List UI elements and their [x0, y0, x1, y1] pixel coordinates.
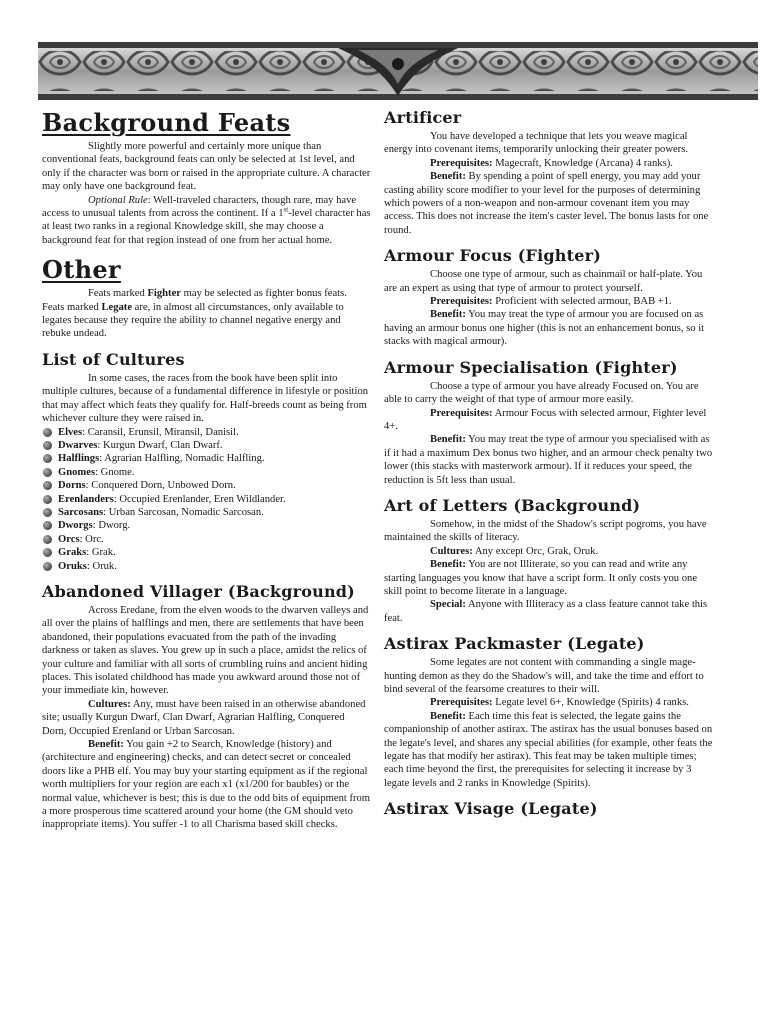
cultures-intro: In some cases, the races from the book have been split into multiple cultures, because of a fundamental difference in lifestyle or position that may affect which feats they qualify for. Half-breeds count as being from whichever culture they were raised in. — [42, 372, 369, 425]
letters-benefit: Benefit: You are not Illiterate, so you can read and write any starting languages you know that have a script form. It only costs you one skill point to become literate in a language. — [384, 559, 698, 597]
list-item: Sarcosans: Urban Sarcosan, Nomadic Sarcosan. — [42, 506, 371, 519]
villager-cultures: Cultures: Any, must have been raised in an otherwise abandoned site; usually Kurgun Dwarf, Clan Dwarf, Agrarian Halfling, Conquered Dorn, Occupied Erenland or Urban Sarcosan. — [42, 698, 366, 737]
list-item: Oruks: Oruk. — [42, 560, 371, 573]
heading-astirax-packmaster: Astirax Packmaster (Legate) — [384, 634, 645, 654]
right-column — [384, 108, 714, 821]
armour-spec-prerequisites: Prerequisites: Armour Focus with selected armour, Fighter level 4+. — [384, 407, 707, 432]
armour-spec-description: Choose a type of armour you have already Focused on. You are able to carry the weight of that type of armour more easily. — [384, 380, 699, 406]
heading-abandoned-villager: Abandoned Villager (Background) — [42, 581, 355, 601]
letters-special: Special: Anyone with Illiteracy as a class feature cannot take this feat. — [384, 599, 708, 624]
heading-astirax-visage: Astirax Visage (Legate) — [384, 799, 598, 819]
page-title: Background Feats — [42, 108, 291, 137]
bullet-icon — [43, 562, 52, 571]
other-paragraph: Feats marked Fighter may be selected as fighter bonus feats. Feats marked Legate are, in almost all circumstances, only available to legates because they require the ability to channel negative energy and rebuke undead. — [42, 288, 347, 340]
section-title-other: Other — [42, 255, 121, 285]
bullet-icon — [43, 481, 52, 490]
heading-armour-specialisation: Armour Specialisation (Fighter) — [384, 357, 678, 377]
list-item: Elves: Caransil, Erunsil, Miransil, Danisil. — [42, 426, 371, 439]
armour-focus-description: Choose one type of armour, such as chainmail or half-plate. You are an expert as using that type of armour to protect yourself. — [384, 269, 703, 294]
list-item: Halflings: Agrarian Halfling, Nomadic Halfling. — [42, 452, 371, 465]
list-item: Orcs: Orc. — [42, 533, 371, 546]
packmaster-benefit: Benefit: Each time this feat is selected, the legate gains the companionship of another astirax. The astirax has the usual bonuses based on the legate's level, and shares any special abilities (for example, other feats the legate has that modify her astirax). This feat may be taken multiple times; each time beyond the first, the prerequisites for selecting it increase by 3 legate levels and 2 ranks in Knowledge (Spirits). — [384, 710, 713, 789]
cultures-list — [42, 426, 371, 573]
bullet-icon — [43, 508, 52, 517]
armour-focus-benefit: Benefit: You may treat the type of armour you are focused on as having an armour bonus one higher (this is not an enhancement bonus, so it stacks with magical armour). — [384, 309, 705, 348]
ornamental-header-banner — [38, 42, 758, 100]
heading-artificer: Artificer — [384, 108, 462, 127]
list-item: Dworgs: Dworg. — [42, 519, 371, 532]
list-item: Erenlanders: Occupied Erenlander, Eren Wildlander. — [42, 493, 371, 506]
armour-focus-prerequisites: Prerequisites: Proficient with selected armour, BAB +1. — [430, 296, 672, 308]
bullet-icon — [43, 468, 52, 477]
bullet-icon — [43, 535, 52, 544]
optional-rule-paragraph: Optional Rule: Well-traveled characters, though rare, may have access to unusual talents from across the continent. If a 1st-level character has at least two ranks in a regional Knowledge skill, she may choose a background feat for that region instead of one from her actual home. — [42, 194, 371, 246]
bullet-icon — [43, 521, 52, 530]
packmaster-description: Some legates are not content with commanding a single mage-hunting demon as they do the Shadow's will, and take the time and effort to bind several of the fearsome creatures to their will. — [384, 657, 704, 695]
left-column — [42, 108, 371, 832]
villager-benefit: Benefit: You gain +2 to Search, Knowledge (history) and (architecture and engineering) checks, and can detect secret or concealed doors like a PHB elf. You may buy your starting equipment as if the regional worth multipliers for your region are each x1 (x1/200 for baubles) or the normal value, whichever is best; this is due to the odd bits of equipment from a more prosperous time scattered around your home (the GM should veto inappropriate items). You suffer -1 to all Charisma based skill checks. — [42, 739, 371, 831]
bullet-icon — [43, 454, 52, 463]
letters-cultures: Cultures: Any except Orc, Grak, Oruk. — [430, 545, 599, 557]
heading-armour-focus: Armour Focus (Fighter) — [384, 246, 601, 266]
artificer-benefit: Benefit: By spending a point of spell energy, you may add your casting ability score modifier to your level for the purposes of determining which powers of a non-weapon and non-armour covenant item you may access. This does not increase the item's caster level. The bonus lasts for one round. — [384, 171, 709, 236]
list-item: Gnomes: Gnome. — [42, 466, 371, 479]
artificer-description: You have developed a technique that lets you weave magical energy into covenant items, temporarily unlocking their greater powers. — [384, 131, 688, 156]
packmaster-prerequisites: Prerequisites: Legate level 6+, Knowledge (Spirits) 4 ranks. — [430, 697, 689, 709]
bullet-icon — [43, 548, 52, 557]
list-item: Dorns: Conquered Dorn, Unbowed Dorn. — [42, 479, 371, 492]
bullet-icon — [43, 428, 52, 437]
artificer-prerequisites: Prerequisites: Magecraft, Knowledge (Arcana) 4 ranks). — [430, 157, 673, 169]
intro-paragraph: Slightly more powerful and certainly more unique than conventional feats, background feats can only be selected at 1st level, and only if the character was born or raised in the appropriate culture. A character may only have one background feat. — [42, 141, 371, 193]
bullet-icon — [43, 495, 52, 504]
heading-list-of-cultures: List of Cultures — [42, 349, 185, 369]
heading-art-of-letters: Art of Letters (Background) — [384, 495, 641, 515]
armour-spec-benefit: Benefit: You may treat the type of armour you specialised with as if it had a maximum Dex bonus two higher, and an armour check penalty two lower (this stacks with masterwork armour). If it reduces your speed, the reduction is 5ft less than usual. — [384, 434, 713, 486]
villager-description: Across Eredane, from the elven woods to the dwarven valleys and all over the plains of halflings and men, there are settlements that have been abandoned, their populations evacuated from the path of the invading darkness or taken as slaves. You grew up in such a place, amidst the relics of your culture and familiar with all sorts of crumbling ruins and ancient hiding places. This isolated childhood has made you awkward around those not of your immediate kin, however. — [42, 604, 369, 697]
list-item: Graks: Grak. — [42, 546, 371, 559]
letters-description: Somehow, in the midst of the Shadow's script pogroms, you have maintained the skills of literacy. — [384, 518, 707, 544]
list-item: Dwarves: Kurgun Dwarf, Clan Dwarf. — [42, 439, 371, 452]
bullet-icon — [43, 441, 52, 450]
